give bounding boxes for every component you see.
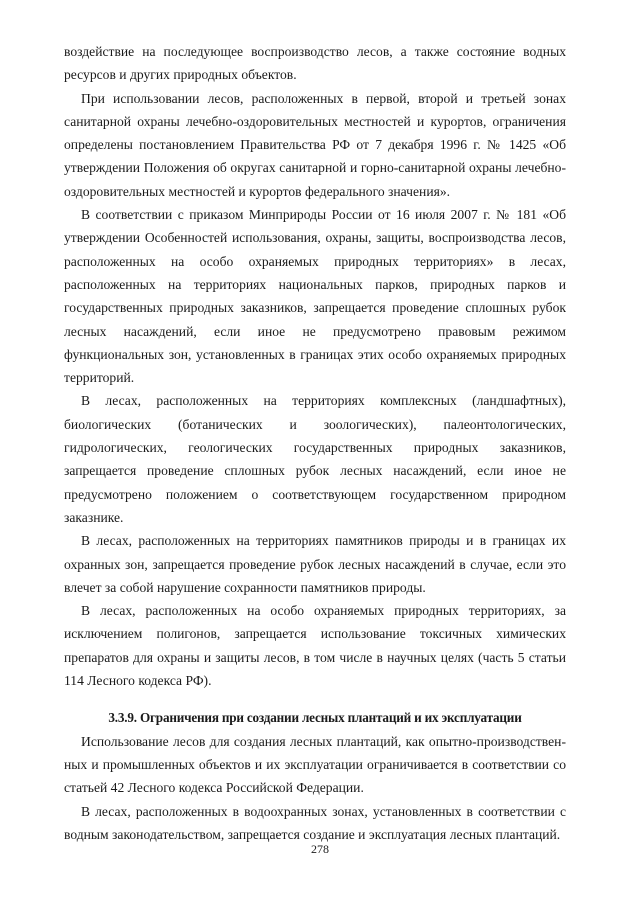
paragraph-nature-reserves: В лесах, расположенных на территориях комплексных (ландшафтных), биологических (ботанических и зоологических), палеонтологических, гидрологических, геологических государственных природных заказников, запрещается проведение сплошных рубок лесных насаждений, если иное не предусмотрено положением о соответствующем государственном природном заказнике. (64, 393, 566, 525)
paragraph-natural-monuments: В лесах, расположенных на территориях памятников природы и в границах их охранных зон, запрещается проведение рубок лесных насаждений в случае, если это влечет за собой нарушение сохранности памятников природы. (64, 533, 566, 595)
paragraph-minprirody-order: В соответствии с приказом Минприроды России от 16 июля 2007 г. № 181 «Об утверждении Особенностей использования, охраны, защиты, воспроизводства лесов, расположенных на особо охраняемых природных территориях» в лесах, расположенных на территориях национальных парков, природных парков и государственных природных заказников, запрещается проведение сплошных рубок лесных насаждений, если иное не предусмотрено правовым режимом функциональных зон, установленных в границах этих особо охраняемых природных территорий. (64, 207, 566, 386)
page-number: 278 (311, 842, 329, 856)
paragraph-forest-plantations: Использование лесов для создания лесных плантаций, как опытно-производствен-ных и промышленных объектов и их эксплуатации ограничивается в соответствии со статьей 42 Лесного кодекса Российской Федерации. (64, 733, 566, 796)
section-heading: 3.3.9. Ограничения при создании лесных плантаций и их эксплуатации (108, 710, 522, 726)
paragraph-water-protection-zones: В лесах, расположенных в водоохранных зонах, установленных в соответствии с водным законодательством, запрещается создание и эксплуатация лесных плантаций. (64, 803, 566, 842)
paragraph-sanitary-zones: При использовании лесов, расположенных в первой, второй и третьей зонах санитарной охраны лечебно-оздоровительных местностей и курортов, ограничения определены постановлением Правительства РФ от 7 декабря 1996 г. № 1425 «Об утверждении Положения об округах санитарной и горно-санитарной охраны лечебно-оздоровительных местностей и курортов федерального значения». (64, 90, 566, 199)
document-page (64, 40, 566, 846)
paragraph-toxic-chemicals: В лесах, расположенных на особо охраняемых природных территориях, за исключением полигонов, запрещается использование токсичных химических препаратов для охраны и защиты лесов, в том числе в научных целях (часть 5 статьи 114 Лесного кодекса РФ). (64, 603, 566, 689)
paragraph-continued: воздействие на последующее воспроизводство лесов, а также состояние водных ресурсов и других природных объектов. (64, 44, 566, 83)
